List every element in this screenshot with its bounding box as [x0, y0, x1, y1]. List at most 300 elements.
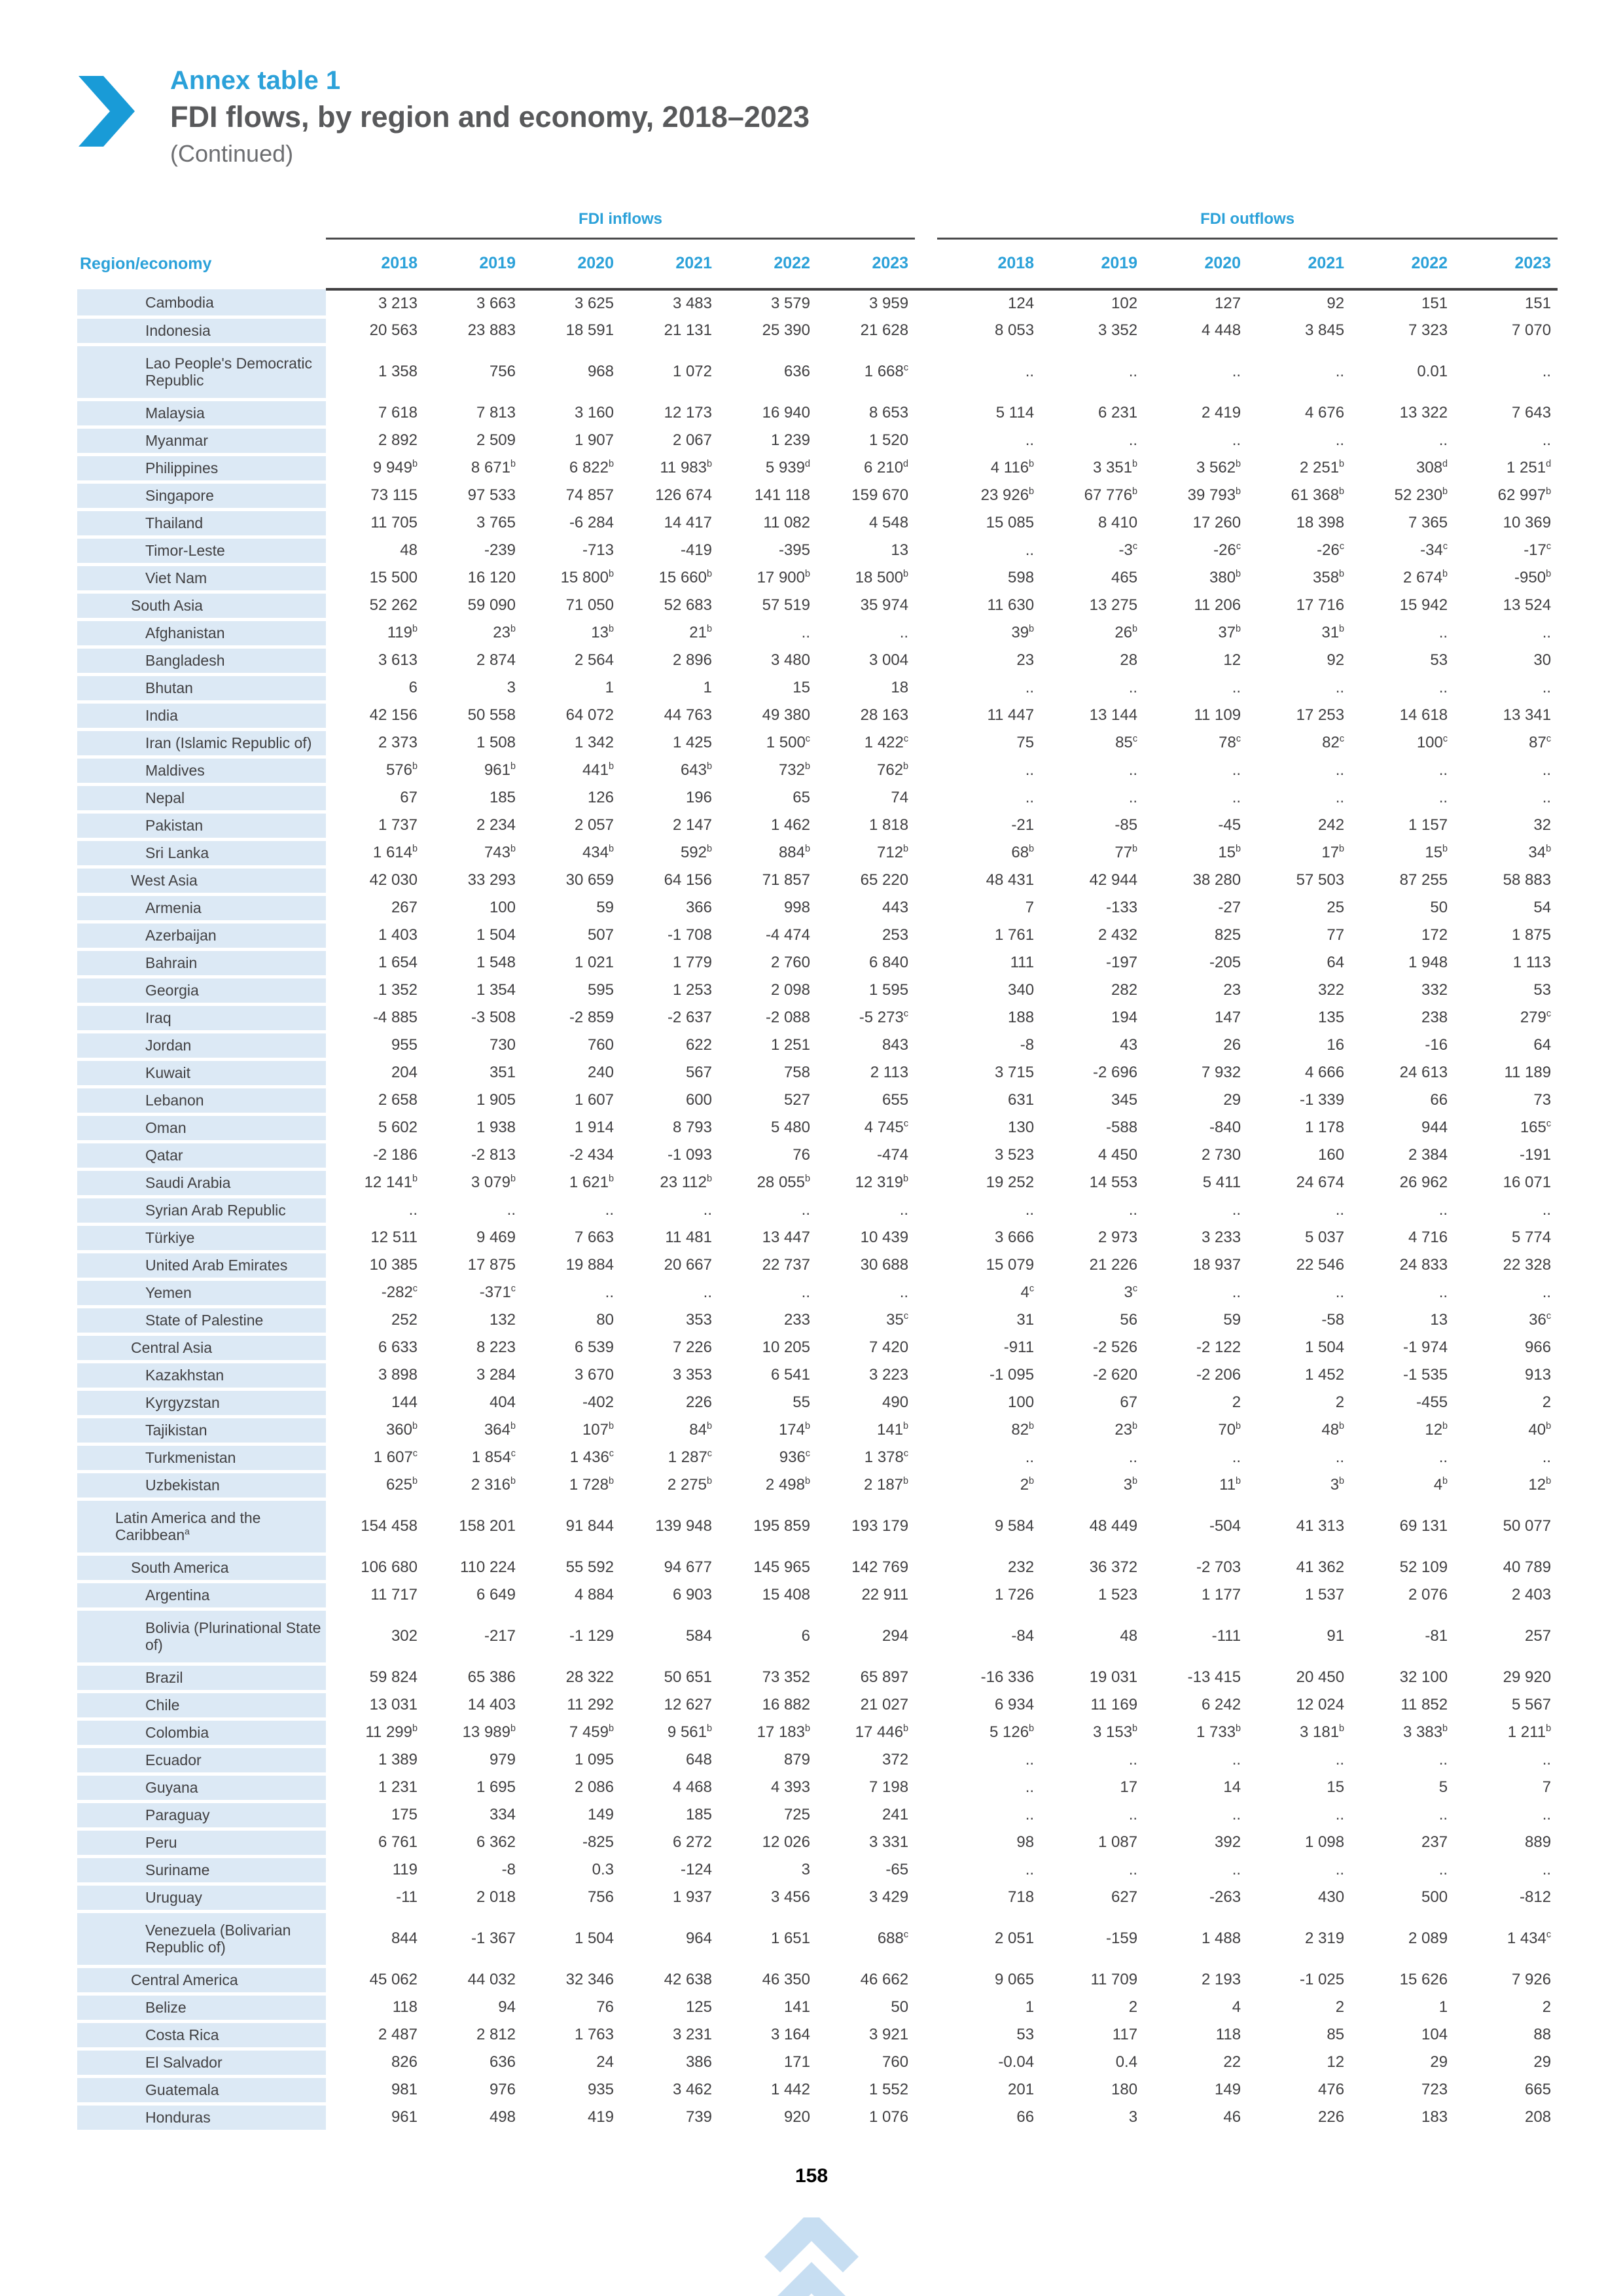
footnote-marker: b	[1339, 1476, 1345, 1486]
inflow-value-cell: 1 595	[869, 981, 909, 999]
outflow-value-cell: 22 546	[1296, 1256, 1345, 1274]
inflow-value-cell: 2 373	[378, 734, 418, 751]
inflow-value-cell: -2 088	[765, 1009, 810, 1026]
outflow-value-cell: 52 109	[1399, 1558, 1448, 1576]
inflow-value-cell: 10 385	[369, 1256, 418, 1274]
outflow-value-cell: 0.4	[1115, 2053, 1138, 2071]
outflow-value-cell: -2 703	[1196, 1558, 1241, 1576]
inflow-value-cell: 3 462	[672, 2081, 712, 2098]
outflow-value-cell: ..	[1542, 1861, 1552, 1878]
table-row	[77, 482, 1558, 509]
inflow-value-cell: 1 737	[378, 816, 418, 834]
outflow-value-cell: 3 715	[995, 1064, 1035, 1081]
outflow-value-cell: -58	[1321, 1311, 1345, 1329]
table-row	[77, 1279, 1558, 1306]
outflow-value-cell: -950$^b$	[1514, 569, 1552, 586]
group-gap	[915, 1554, 937, 1581]
inflow-value-cell: ..	[899, 1283, 909, 1301]
outflow-value-cell: 10 369	[1503, 514, 1552, 531]
inflow-value-cell: 4 745$^c$	[864, 1119, 909, 1136]
inflow-value-cell: 1 654	[378, 954, 418, 971]
inflow-value-cell: -239	[484, 541, 516, 559]
row-label: Bhutan	[77, 674, 326, 702]
footnote-marker: b	[1236, 1421, 1241, 1431]
row-label: Guatemala	[77, 2076, 326, 2104]
inflow-value-cell: 158 201	[459, 1517, 516, 1535]
inflow-value-cell: 935	[587, 2081, 614, 2098]
row-label: Latin America and the Caribbean$^a$	[77, 1499, 326, 1554]
inflow-value-cell: 6 761	[378, 1833, 418, 1851]
inflow-value-cell: 2 086	[574, 1778, 614, 1796]
outflow-value-cell: 2 973	[1098, 1229, 1138, 1246]
inflow-value-cell: 241	[882, 1806, 909, 1823]
inflow-value-cell: 976	[489, 2081, 516, 2098]
outflow-value-cell: 0.01	[1417, 363, 1448, 380]
outflow-value-cell: -2 696	[1093, 1064, 1138, 1081]
outflow-value-cell: 67 776$^b$	[1084, 486, 1138, 504]
inflow-value-cell: 25 390	[762, 321, 810, 339]
inflow-value-cell: 981	[391, 2081, 418, 2098]
inflow-value-cell: 196	[685, 789, 712, 806]
outflow-value-cell: 889	[1525, 1833, 1552, 1851]
group-gap	[915, 702, 937, 729]
row-label: Iraq	[77, 1004, 326, 1031]
outflow-value-cell: 13 524	[1503, 596, 1552, 614]
inflow-value-cell: 2 113	[870, 1064, 909, 1081]
table-row	[77, 427, 1558, 454]
year-column-header: 2018	[326, 238, 424, 289]
outflow-value-cell: 29	[1430, 2053, 1448, 2071]
outflow-value-cell: 82$^b$	[1011, 1421, 1035, 1439]
row-label: Timor-Leste	[77, 537, 326, 564]
outflow-value-cell: 232	[1008, 1558, 1035, 1576]
footnote-marker: b	[706, 1174, 712, 1184]
footnote-marker: b	[1442, 486, 1448, 497]
footnote-marker: b	[608, 1174, 614, 1184]
outflow-value-cell: ..	[1128, 431, 1138, 449]
footnote-marker: b	[412, 1174, 418, 1184]
table-row	[77, 1389, 1558, 1416]
inflow-value-cell: -2 813	[471, 1146, 516, 1164]
outflow-value-cell: 14 618	[1399, 706, 1448, 724]
group-gap	[915, 509, 937, 537]
outflow-value-cell: 4$^b$	[1433, 1476, 1448, 1494]
inflow-value-cell: 2 896	[672, 651, 712, 669]
inflow-value-cell: 3 079$^b$	[471, 1174, 516, 1191]
inflow-value-cell: 23 112$^b$	[660, 1174, 712, 1191]
footnote-marker: b	[804, 761, 810, 772]
table-row	[77, 977, 1558, 1004]
year-column-header: 2021	[1247, 238, 1351, 289]
inflow-value-cell: 3 331	[869, 1833, 909, 1851]
footnote-marker: b	[1546, 1476, 1552, 1486]
outflow-value-cell: 15	[1327, 1778, 1345, 1796]
outflow-value-cell: 147	[1215, 1009, 1241, 1026]
table-row	[77, 1334, 1558, 1361]
outflow-value-cell: 1 177	[1202, 1586, 1241, 1604]
outflow-value-cell: 5	[1438, 1778, 1448, 1796]
outflow-value-cell: 53	[1430, 651, 1448, 669]
inflow-value-cell: 1 436$^c$	[569, 1448, 614, 1466]
inflow-value-cell: 1 668$^c$	[864, 363, 909, 380]
inflow-value-cell: 44 032	[467, 1971, 516, 1988]
group-gap	[915, 1389, 937, 1416]
outflow-value-cell: 22	[1223, 2053, 1241, 2071]
outflow-value-cell: 2 419	[1202, 404, 1241, 422]
inflow-value-cell: 42 638	[664, 1971, 712, 1988]
outflow-value-cell: 627	[1111, 1888, 1138, 1906]
fdi-outflows-group-header: FDI outflows	[937, 191, 1558, 238]
outflow-value-cell: -26$^c$	[1317, 541, 1345, 559]
inflow-value-cell: 9 561$^b$	[667, 1723, 712, 1741]
footnote-marker: c	[1546, 1929, 1552, 1940]
row-label: Costa Rica	[77, 2021, 326, 2049]
inflow-value-cell: 17 183$^b$	[757, 1723, 810, 1741]
outflow-value-cell: 6 231	[1098, 404, 1138, 422]
footnote-marker: b	[608, 624, 614, 634]
inflow-value-cell: 28 055$^b$	[757, 1174, 810, 1191]
group-gap	[915, 1251, 937, 1279]
inflow-value-cell: 1 378$^c$	[864, 1448, 909, 1466]
outflow-value-cell: 825	[1215, 926, 1241, 944]
group-gap	[915, 1581, 937, 1609]
row-label: Bolivia (Plurinational State of)	[77, 1609, 326, 1664]
outflow-value-cell: ..	[1025, 1751, 1035, 1768]
inflow-value-cell: 48	[400, 541, 418, 559]
group-gap	[915, 1471, 937, 1499]
year-column-header: 2023	[817, 238, 915, 289]
row-label: Uzbekistan	[77, 1471, 326, 1499]
inflow-value-cell: 1 504	[574, 1929, 614, 1947]
footnote-marker: b	[510, 1174, 516, 1184]
inflow-value-cell: 18	[891, 679, 909, 696]
group-gap	[915, 1224, 937, 1251]
outflow-value-cell: 53	[1533, 981, 1552, 999]
outflow-value-cell: 2 051	[995, 1929, 1035, 1947]
inflow-value-cell: 3 004	[869, 651, 909, 669]
inflow-value-cell: 979	[489, 1751, 516, 1768]
inflow-value-cell: 14 403	[467, 1696, 516, 1713]
footnote-marker: c	[1132, 1283, 1138, 1294]
footnote-marker: c	[1546, 1119, 1552, 1129]
inflow-value-cell: 584	[685, 1627, 712, 1645]
inflow-value-cell: 13 989$^b$	[462, 1723, 516, 1741]
outflow-value-cell: ..	[1335, 1751, 1345, 1768]
outflow-value-cell: 36 372	[1089, 1558, 1138, 1576]
inflow-value-cell: 35 974	[860, 596, 909, 614]
outflow-value-cell: ..	[1438, 431, 1448, 449]
outflow-value-cell: 7 932	[1202, 1064, 1241, 1081]
footnote-marker: b	[1132, 486, 1138, 497]
inflow-value-cell: 6 840	[869, 954, 909, 971]
outflow-value-cell: 1 157	[1408, 816, 1448, 834]
outflow-value-cell: 201	[1008, 2081, 1035, 2098]
outflow-value-cell: 151	[1525, 295, 1552, 312]
row-label: Singapore	[77, 482, 326, 509]
year-column-header: 2021	[620, 238, 719, 289]
footnote-marker: b	[510, 1723, 516, 1734]
outflow-value-cell: 20 450	[1296, 1668, 1345, 1686]
inflow-value-cell: 3 670	[574, 1366, 614, 1384]
outflow-value-cell: 2$^b$	[1020, 1476, 1035, 1494]
inflow-value-cell: 758	[783, 1064, 810, 1081]
inflow-value-cell: 576$^b$	[385, 761, 418, 779]
inflow-value-cell: 14 417	[664, 514, 712, 531]
outflow-value-cell: -13 415	[1187, 1668, 1241, 1686]
outflow-value-cell: ..	[1335, 789, 1345, 806]
footnote-marker: b	[510, 761, 516, 772]
inflow-value-cell: 1 076	[869, 2108, 909, 2126]
outflow-value-cell: 4 448	[1202, 321, 1241, 339]
outflow-value-cell: 62 997$^b$	[1497, 486, 1552, 504]
outflow-value-cell: 160	[1318, 1146, 1345, 1164]
inflow-value-cell: 5 480	[770, 1119, 810, 1136]
footnote-marker: b	[1442, 844, 1448, 854]
inflow-value-cell: 1 695	[476, 1778, 516, 1796]
outflow-value-cell: 1 733$^b$	[1196, 1723, 1241, 1741]
outflow-value-cell: 77	[1327, 926, 1345, 944]
footnote-marker: c	[903, 1448, 909, 1459]
inflow-value-cell: 762$^b$	[877, 761, 909, 779]
footnote-marker: c	[1442, 734, 1448, 744]
outflow-value-cell: ..	[1438, 1806, 1448, 1823]
year-column-header: 2019	[1041, 238, 1144, 289]
inflow-value-cell: 0.3	[592, 1861, 614, 1878]
inflow-value-cell: 76	[793, 1146, 810, 1164]
inflow-value-cell: 1 905	[476, 1091, 516, 1109]
outflow-value-cell: 2 319	[1305, 1929, 1345, 1947]
inflow-value-cell: 360$^b$	[385, 1421, 418, 1439]
row-label: Thailand	[77, 509, 326, 537]
inflow-value-cell: 21 131	[664, 321, 712, 339]
group-gap	[915, 2021, 937, 2049]
outflow-value-cell: ..	[1438, 624, 1448, 641]
outflow-value-cell: ..	[1438, 761, 1448, 779]
outflow-value-cell: 4 450	[1098, 1146, 1138, 1164]
inflow-value-cell: 22 911	[861, 1586, 909, 1604]
inflow-value-cell: -371$^c$	[479, 1283, 516, 1301]
table-row	[77, 1664, 1558, 1691]
inflow-value-cell: 74	[891, 789, 909, 806]
outflow-value-cell: 66	[1430, 1091, 1448, 1109]
table-row	[77, 647, 1558, 674]
outflow-value-cell: 913	[1525, 1366, 1552, 1384]
table-row	[77, 1856, 1558, 1884]
outflow-value-cell: ..	[1128, 1201, 1138, 1219]
group-gap	[915, 784, 937, 812]
outflow-value-cell: 66	[1016, 2108, 1035, 2126]
outflow-value-cell: 16	[1327, 1036, 1345, 1054]
footnote-marker: b	[1546, 1723, 1552, 1734]
footnote-marker: c	[903, 1009, 909, 1019]
outflow-value-cell: ..	[1025, 363, 1035, 380]
outflow-value-cell: 151	[1421, 295, 1448, 312]
footnote-marker: b	[903, 1723, 909, 1734]
outflow-value-cell: 257	[1525, 1627, 1552, 1645]
footnote-marker: b	[412, 1421, 418, 1431]
outflow-value-cell: 308$^d$	[1416, 459, 1448, 476]
outflow-value-cell: 332	[1421, 981, 1448, 999]
outflow-value-cell: 12 024	[1296, 1696, 1345, 1713]
table-row	[77, 2021, 1558, 2049]
inflow-value-cell: 1 251	[770, 1036, 810, 1054]
outflow-value-cell: 12	[1327, 2053, 1345, 2071]
outflow-value-cell: 87$^c$	[1529, 734, 1552, 751]
outflow-value-cell: 2	[1232, 1393, 1241, 1411]
inflow-value-cell: 50	[891, 1998, 909, 2016]
year-column-header: 2022	[1351, 238, 1454, 289]
row-label: Azerbaijan	[77, 922, 326, 949]
row-label: Lao People's Democratic Republic	[77, 344, 326, 399]
group-gap	[915, 344, 937, 399]
outflow-value-cell: 3 153$^b$	[1092, 1723, 1138, 1741]
outflow-value-cell: 340	[1008, 981, 1035, 999]
outflow-value-cell: 1 087	[1098, 1833, 1138, 1851]
outflow-value-cell: 2 193	[1202, 1971, 1241, 1988]
inflow-value-cell: 12 511	[370, 1229, 418, 1246]
inflow-value-cell: 7 459$^b$	[569, 1723, 614, 1741]
inflow-value-cell: 1 253	[672, 981, 712, 999]
outflow-value-cell: 13 322	[1399, 404, 1448, 422]
outflow-value-cell: -2 526	[1093, 1338, 1138, 1356]
outflow-value-cell: 54	[1533, 899, 1552, 916]
outflow-value-cell: 75	[1016, 734, 1035, 751]
outflow-value-cell: -911	[1003, 1338, 1035, 1356]
footnote-marker: b	[1442, 1476, 1448, 1486]
inflow-value-cell: 1	[703, 679, 712, 696]
inflow-value-cell: 13 447	[762, 1229, 810, 1246]
table-row	[77, 894, 1558, 922]
inflow-value-cell: 4 884	[574, 1586, 614, 1604]
inflow-value-cell: 3 164	[770, 2026, 810, 2043]
inflow-value-cell: 4 468	[672, 1778, 712, 1796]
inflow-value-cell: 3 353	[672, 1366, 712, 1384]
outflow-value-cell: 1 504	[1305, 1338, 1345, 1356]
footnote-marker: b	[1442, 569, 1448, 579]
footnote-marker: c	[1546, 734, 1552, 744]
outflow-value-cell: 70$^b$	[1218, 1421, 1241, 1439]
inflow-value-cell: 46 350	[762, 1971, 810, 1988]
inflow-value-cell: 50 558	[467, 706, 516, 724]
inflow-value-cell: 1 425	[672, 734, 712, 751]
inflow-value-cell: 55	[793, 1393, 810, 1411]
inflow-value-cell: -65	[885, 1861, 909, 1878]
outflow-value-cell: 237	[1421, 1833, 1448, 1851]
row-label: Turkmenistan	[77, 1444, 326, 1471]
inflow-value-cell: 643$^b$	[680, 761, 712, 779]
inflow-value-cell: 1	[605, 679, 614, 696]
inflow-value-cell: 28 322	[565, 1668, 614, 1686]
inflow-value-cell: 1 442	[770, 2081, 810, 2098]
outflow-value-cell: 149	[1215, 2081, 1241, 2098]
inflow-value-cell: -713	[582, 541, 614, 559]
outflow-value-cell: 1 251$^d$	[1507, 459, 1552, 476]
inflow-value-cell: 712$^b$	[877, 844, 909, 861]
outflow-value-cell: 41 313	[1296, 1517, 1345, 1535]
inflow-value-cell: 52 262	[369, 596, 418, 614]
table-row	[77, 1306, 1558, 1334]
inflow-value-cell: -2 434	[569, 1146, 614, 1164]
outflow-value-cell: 14 553	[1089, 1174, 1138, 1191]
outflow-value-cell: 1 948	[1408, 954, 1448, 971]
inflow-value-cell: 2 874	[476, 651, 516, 669]
inflow-value-cell: 7 226	[672, 1338, 712, 1356]
footnote-marker: d	[903, 459, 909, 469]
table-row	[77, 702, 1558, 729]
row-label: Georgia	[77, 977, 326, 1004]
inflow-value-cell: 404	[489, 1393, 516, 1411]
row-label: Bangladesh	[77, 647, 326, 674]
footnote-marker: b	[706, 1421, 712, 1431]
outflow-value-cell: 23	[1016, 651, 1035, 669]
outflow-value-cell: -197	[1106, 954, 1138, 971]
outflow-value-cell: 28	[1120, 651, 1138, 669]
outflow-value-cell: -504	[1209, 1517, 1241, 1535]
inflow-value-cell: 1 728$^b$	[569, 1476, 614, 1494]
row-label: Afghanistan	[77, 619, 326, 647]
inflow-value-cell: 2 018	[476, 1888, 516, 1906]
outflow-value-cell: 15 942	[1399, 596, 1448, 614]
group-gap	[915, 1004, 937, 1031]
table-row	[77, 2049, 1558, 2076]
row-label: India	[77, 702, 326, 729]
group-gap	[915, 977, 937, 1004]
outflow-value-cell: 117	[1112, 2026, 1138, 2043]
inflow-value-cell: 1 763	[574, 2026, 614, 2043]
outflow-value-cell: -16 336	[980, 1668, 1035, 1686]
footnote-marker: b	[1339, 1421, 1345, 1431]
group-gap	[915, 289, 937, 317]
group-gap	[915, 1306, 937, 1334]
footnote-marker: c	[903, 734, 909, 744]
inflow-value-cell: 964	[685, 1929, 712, 1947]
outflow-value-cell: 135	[1318, 1009, 1345, 1026]
spacer-cell	[77, 191, 326, 238]
footnote-marker: b	[1339, 844, 1345, 854]
group-gap	[915, 1141, 937, 1169]
table-row	[77, 1169, 1558, 1196]
year-column-header: 2018	[937, 238, 1041, 289]
year-column-header: 2019	[424, 238, 522, 289]
footnote-marker: b	[1442, 1723, 1448, 1734]
inflow-value-cell: 7 198	[869, 1778, 909, 1796]
table-row	[77, 317, 1558, 344]
group-gap	[915, 399, 937, 427]
outflow-value-cell: ..	[1128, 679, 1138, 696]
outflow-value-cell: 48$^b$	[1321, 1421, 1345, 1439]
outflow-value-cell: 8 410	[1098, 514, 1138, 531]
chevron-right-icon	[77, 76, 136, 150]
footnote-marker: b	[804, 1723, 810, 1734]
table-row	[77, 949, 1558, 977]
row-label: Kyrgyzstan	[77, 1389, 326, 1416]
footnote-marker: c	[1132, 541, 1138, 552]
outflow-value-cell: 4$^c$	[1020, 1283, 1035, 1301]
outflow-value-cell: -81	[1425, 1627, 1448, 1645]
inflow-value-cell: 21 027	[860, 1696, 909, 1713]
footnote-marker: c	[1236, 541, 1241, 552]
inflow-value-cell: -124	[680, 1861, 712, 1878]
outflow-value-cell: 82$^c$	[1322, 734, 1345, 751]
inflow-value-cell: 3 160	[574, 404, 614, 422]
group-gap	[915, 1114, 937, 1141]
column-group-row	[77, 191, 1558, 238]
outflow-value-cell: 48 431	[986, 871, 1035, 889]
outflow-value-cell: 1 726	[995, 1586, 1035, 1604]
outflow-value-cell: 14	[1223, 1778, 1241, 1796]
outflow-value-cell: 1 875	[1512, 926, 1552, 944]
outflow-value-cell: 6 242	[1202, 1696, 1241, 1713]
